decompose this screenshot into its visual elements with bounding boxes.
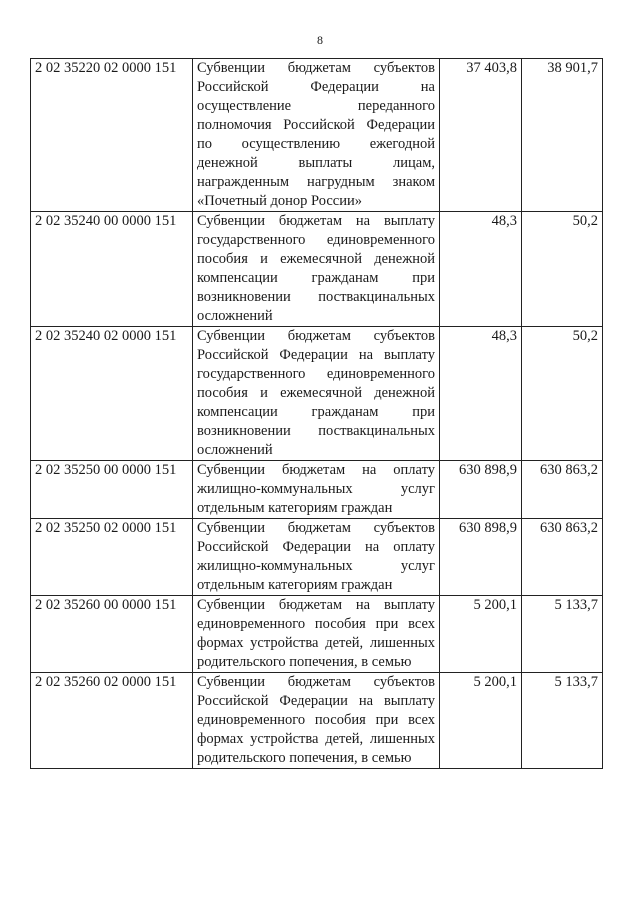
description: Субвенции бюджетам на выплату государственного единовременного пособия и ежемесячной денежной компенсации гражданам при возникновении поствакцинальных осложнений <box>193 212 440 327</box>
amount-1: 630 898,9 <box>440 519 522 596</box>
amount-2: 5 133,7 <box>522 596 603 673</box>
amount-1: 48,3 <box>440 212 522 327</box>
amount-2: 630 863,2 <box>522 461 603 519</box>
amount-1: 630 898,9 <box>440 461 522 519</box>
budget-code: 2 02 35240 02 0000 151 <box>31 327 193 461</box>
description: Субвенции бюджетам субъектов Российской Федерации на выплату государственного единовременного пособия и ежемесячной денежной компенсации гражданам при возникновении поствакцинальных осложнений <box>193 327 440 461</box>
description: Субвенции бюджетам субъектов Российской Федерации на оплату жилищно-коммунальных услуг отдельным категориям граждан <box>193 519 440 596</box>
budget-code: 2 02 35250 02 0000 151 <box>31 519 193 596</box>
amount-1: 37 403,8 <box>440 59 522 212</box>
amount-2: 5 133,7 <box>522 673 603 769</box>
table-row <box>31 673 603 769</box>
description: Субвенции бюджетам на оплату жилищно-коммунальных услуг отдельным категориям граждан <box>193 461 440 519</box>
amount-2: 50,2 <box>522 327 603 461</box>
table-row <box>31 461 603 519</box>
budget-table <box>30 58 603 769</box>
table-row <box>31 212 603 327</box>
budget-code: 2 02 35260 00 0000 151 <box>31 596 193 673</box>
table-row <box>31 327 603 461</box>
amount-2: 38 901,7 <box>522 59 603 212</box>
description: Субвенции бюджетам субъектов Российской Федерации на осуществление переданного полномочия Российской Федерации по осуществлению ежегодной денежной выплаты лицам, награжденным нагрудным знаком «Почетный донор России» <box>193 59 440 212</box>
amount-1: 5 200,1 <box>440 596 522 673</box>
table-row <box>31 59 603 212</box>
amount-2: 630 863,2 <box>522 519 603 596</box>
page-number: 8 <box>317 33 323 47</box>
budget-code: 2 02 35250 00 0000 151 <box>31 461 193 519</box>
amount-1: 5 200,1 <box>440 673 522 769</box>
budget-code: 2 02 35240 00 0000 151 <box>31 212 193 327</box>
table-row <box>31 596 603 673</box>
amount-1: 48,3 <box>440 327 522 461</box>
description: Субвенции бюджетам на выплату единовременного пособия при всех формах устройства детей, лишенных родительского попечения, в семью <box>193 596 440 673</box>
description: Субвенции бюджетам субъектов Российской Федерации на выплату единовременного пособия при всех формах устройства детей, лишенных родительского попечения, в семью <box>193 673 440 769</box>
budget-code: 2 02 35260 02 0000 151 <box>31 673 193 769</box>
table-row <box>31 519 603 596</box>
budget-code: 2 02 35220 02 0000 151 <box>31 59 193 212</box>
amount-2: 50,2 <box>522 212 603 327</box>
